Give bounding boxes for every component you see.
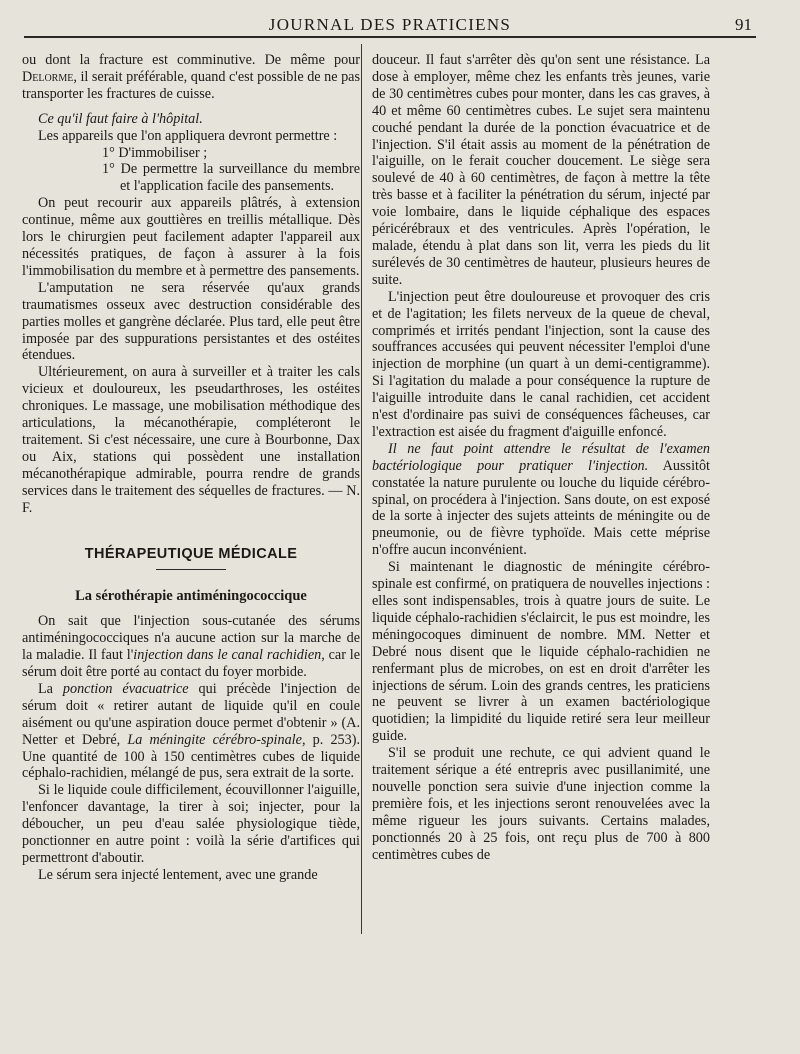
text-run: ou dont la fracture est comminutive. De même pour	[22, 52, 360, 68]
paragraph: Il ne faut point attendre le résultat de l'examen bactériologique pour pratiquer l'injection. Aussitôt constatée la nature purulente ou louche du liquide cérébro-spinal, on procédera à l'injection. Sans doute, on est exposé de la sorte à injecter des sujets atteints de méningite ou de pneumonie, ou de fièvre typhoïde. Mais cette méprise n'offre aucun inconvénient.	[372, 440, 710, 559]
author-name: Delorme	[22, 68, 74, 85]
page-number: 91	[735, 15, 752, 34]
paragraph: On peut recourir aux appareils plâtrés, à extension continue, même aux gouttières en treillis métallique. Dès lors le chirurgien peut facilement adapter l'appareil aux nécessités pratiques, de façon à assurer à la fois l'immobilisation du membre et à permettre des pansements.	[22, 195, 360, 279]
right-column	[372, 52, 710, 864]
paragraph: Si le liquide coule difficilement, écouvillonner l'aiguille, l'enfoncer davantage, la tirer à soi; injecter, pour la déboucher, un peu d'eau salée physiologique tiède, ponctionner en autre point : voilà la série d'artifices qui permettront d'aboutir.	[22, 782, 360, 866]
paragraph: S'il se produit une rechute, ce qui advient quand le traitement sérique a été entrepris avec pusillanimité, une nouvelle ponction sera suivie d'une injection comme la première fois, et les injections seront renouvelées avec la même rigueur les jours suivants. Certains malades, ponctionnés 20 à 25 fois, ont reçu plus de 700 à 800 centimètres cubes de	[372, 745, 710, 863]
running-header	[24, 12, 756, 38]
article-title: La sérothérapie antiméningococcique	[75, 588, 307, 605]
journal-title: JOURNAL DES PRATICIENS	[268, 15, 512, 34]
paragraph: Ultérieurement, on aura à surveiller et à traiter les cals vicieux et douloureux, les pseudarthroses, les ostéites chroniques. Le massage, une mobilisation méthodique des articulations, la mécanothérapie, compléteront le traitement. Si c'est nécessaire, une cure à Bourbonne, Dax ou Aix, stations qui possèdent une installation mécanothérapique admirable, pourra rendre de grands services dans le traitement des séquelles de fractures. — N. F.	[22, 364, 360, 516]
paragraph: Le sérum sera injecté lentement, avec une grande	[38, 866, 318, 883]
paragraph	[22, 52, 360, 103]
italic-heading: Ce qu'il faut faire à l'hôpital.	[38, 110, 203, 127]
list-item: 1° D'immobiliser ;	[102, 144, 208, 161]
numbered-list	[22, 145, 360, 196]
paragraph: Si maintenant le diagnostic de méningite cérébro-spinale est confirmé, on pratiquera de nouvelles injections : elles sont indispensables, trois à quatre jours de suite. Le liquide céphalo-rachidien s'éclaircit, le pus est moindre, les méningocoques diminuent de nombre. MM. Netter et Debré nous disent que le liquide céphalo-rachidien ne renfermant plus de microbes, on est en droit d'arrêter les injections de sérum. Loin des grands centres, les praticiens ne peuvent se livrer à un examen bactériologique quotidien; la limpidité du liquide retiré sera leur meilleur guide.	[372, 559, 710, 745]
paragraph: douceur. Il faut s'arrêter dès qu'on sent une résistance. La dose à employer, même chez les enfants très jeunes, varie de 30 centimètres cubes pour monter, dans les cas graves, à 40 et même 60 centimètres cubes. Le sujet sera maintenu couché pendant la durée de la ponction évacuatrice et de l'injection. S'il était assis au moment de la pénétration de l'aiguille, on le ferait coucher doucement. Le siège sera soulevé de 40 à 60 centimètres, de façon à mettre la tête très basse et à faciliter la pénétration du sérum, injecté par voie lombaire, dans le liquide céphalique des espaces péricérébraux et des ventricules. Après l'opération, le malade, étendu à plat dans son lit, verra les pieds du lit surélevés de 30 centimètres de hauteur, plusieurs heures de suite.	[372, 52, 710, 288]
paragraph: Les appareils que l'on appliquera devront permettre :	[38, 127, 338, 144]
paragraph: L'injection peut être douloureuse et provoquer des cris et de l'agitation; les filets nerveux de la queue de cheval, comprimés et irrités pendant l'injection, sont la cause des souffrances accusées qui peuvent nécessiter l'emploi d'une injection de morphine (un quart à un demi-centigramme). Si l'agitation du malade a pour conséquence la rupture de l'aiguille introduite dans le canal rachidien, cet accident n'est d'ordinaire pas suivi de conséquences fâcheuses, car l'extraction est aisée du fragment d'aiguille enfoncé.	[372, 288, 710, 440]
paragraph: La ponction évacuatrice qui précède l'injection de sérum doit « retirer autant de liquide qu'il en coule aisément ou qu'une aspiration douce permet d'obtenir » (A. Netter et Debré, La méningite cérébro-spinale, p. 253). Une quantité de 100 à 150 centimètres cubes de liquide céphalo-rachidien, mélangé de pus, sera extrait de la sorte.	[22, 680, 360, 782]
list-item: 1° De permettre la surveillance du membre et l'application facile des pansements.	[102, 161, 360, 195]
column-divider	[361, 44, 362, 934]
section-title: THÉRAPEUTIQUE MÉDICALE	[84, 546, 298, 563]
paragraph: On sait que l'injection sous-cutanée des sérums antiméningococciques n'a aucune action sur la marche de la maladie. Il faut l'injection dans le canal rachidien, car le sérum doit être porté au contact du foyer morbide.	[22, 613, 361, 680]
left-column	[22, 52, 360, 884]
text-run: , il serait préférable, quand c'est possible de ne pas transporter les fractures de cuisse.	[22, 68, 360, 102]
section-rule	[156, 569, 226, 570]
paragraph: L'amputation ne sera réservée qu'aux grands traumatismes osseux avec destruction considérable des parties molles et gangrène déclarée. Plus tard, elle peut être imposée par des suppurations persistantes et des ostéites étendues.	[22, 279, 360, 364]
